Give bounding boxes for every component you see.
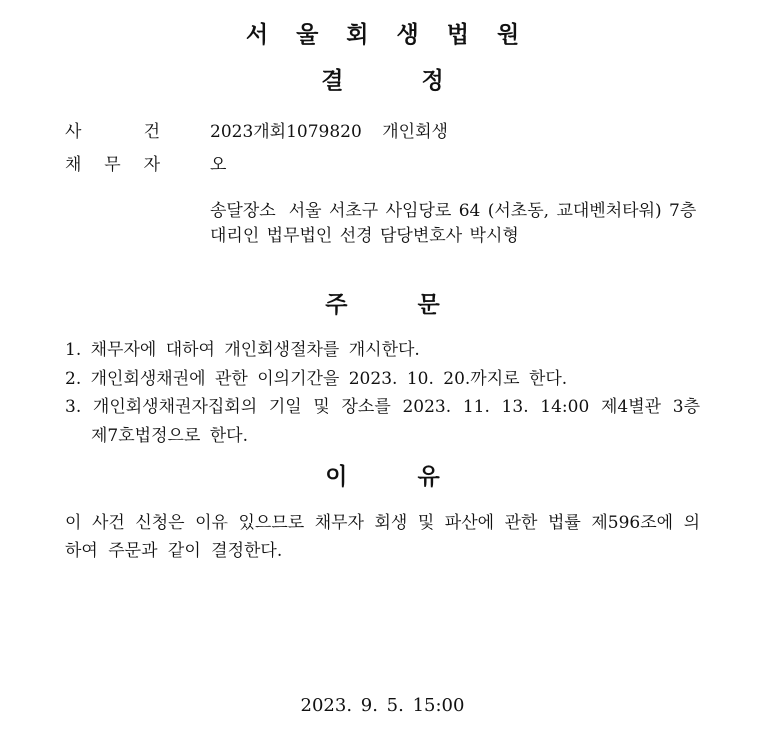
case-row [65,120,700,144]
doc-type-title: 결 정 [321,67,444,94]
iyu-paragraph: 이 사건 신청은 이유 있으므로 채무자 회생 및 파산에 관한 법률 제596조에 의하여 주문과 같이 결정한다. [65,513,700,561]
service-address-line [210,199,700,224]
court-name-title: 서 울 회 생 법 원 [245,21,520,48]
jumun-heading: 주 문 [325,291,440,318]
case-label: 사 건 [65,122,160,142]
case-type: 개인회생 [382,122,448,142]
case-number: 2023개회1079820 [210,122,362,142]
service-info-block [210,199,700,249]
debtor-label: 채 무 자 [65,155,160,175]
jumun-item-3: 3. 개인회생채권자집회의 기일 및 장소를 2023. 11. 13. 14:00 제4별관 3층 제7호법정으로 한다. [65,397,700,446]
jumun-item-1: 1. 채무자에 대하여 개인회생절차를 개시한다. [65,340,420,360]
iyu-heading: 이 유 [325,463,440,490]
service-address-value: 서울 서초구 사임당로 64 (서초동, 교대벤처타워) 7층 [288,201,697,221]
decision-datetime: 2023. 9. 5. 15:00 [300,695,465,716]
debtor-name: 오 [210,155,227,175]
debtor-row [65,153,700,177]
case-value [210,120,448,144]
representative-line: 대리인 법무법인 선경 담당변호사 박시형 [210,226,519,246]
service-address-label: 송달장소 [210,201,276,221]
jumun-order-list [65,336,700,450]
jumun-item-2: 2. 개인회생채권에 관한 이의기간을 2023. 10. 20.까지로 한다. [65,368,568,389]
